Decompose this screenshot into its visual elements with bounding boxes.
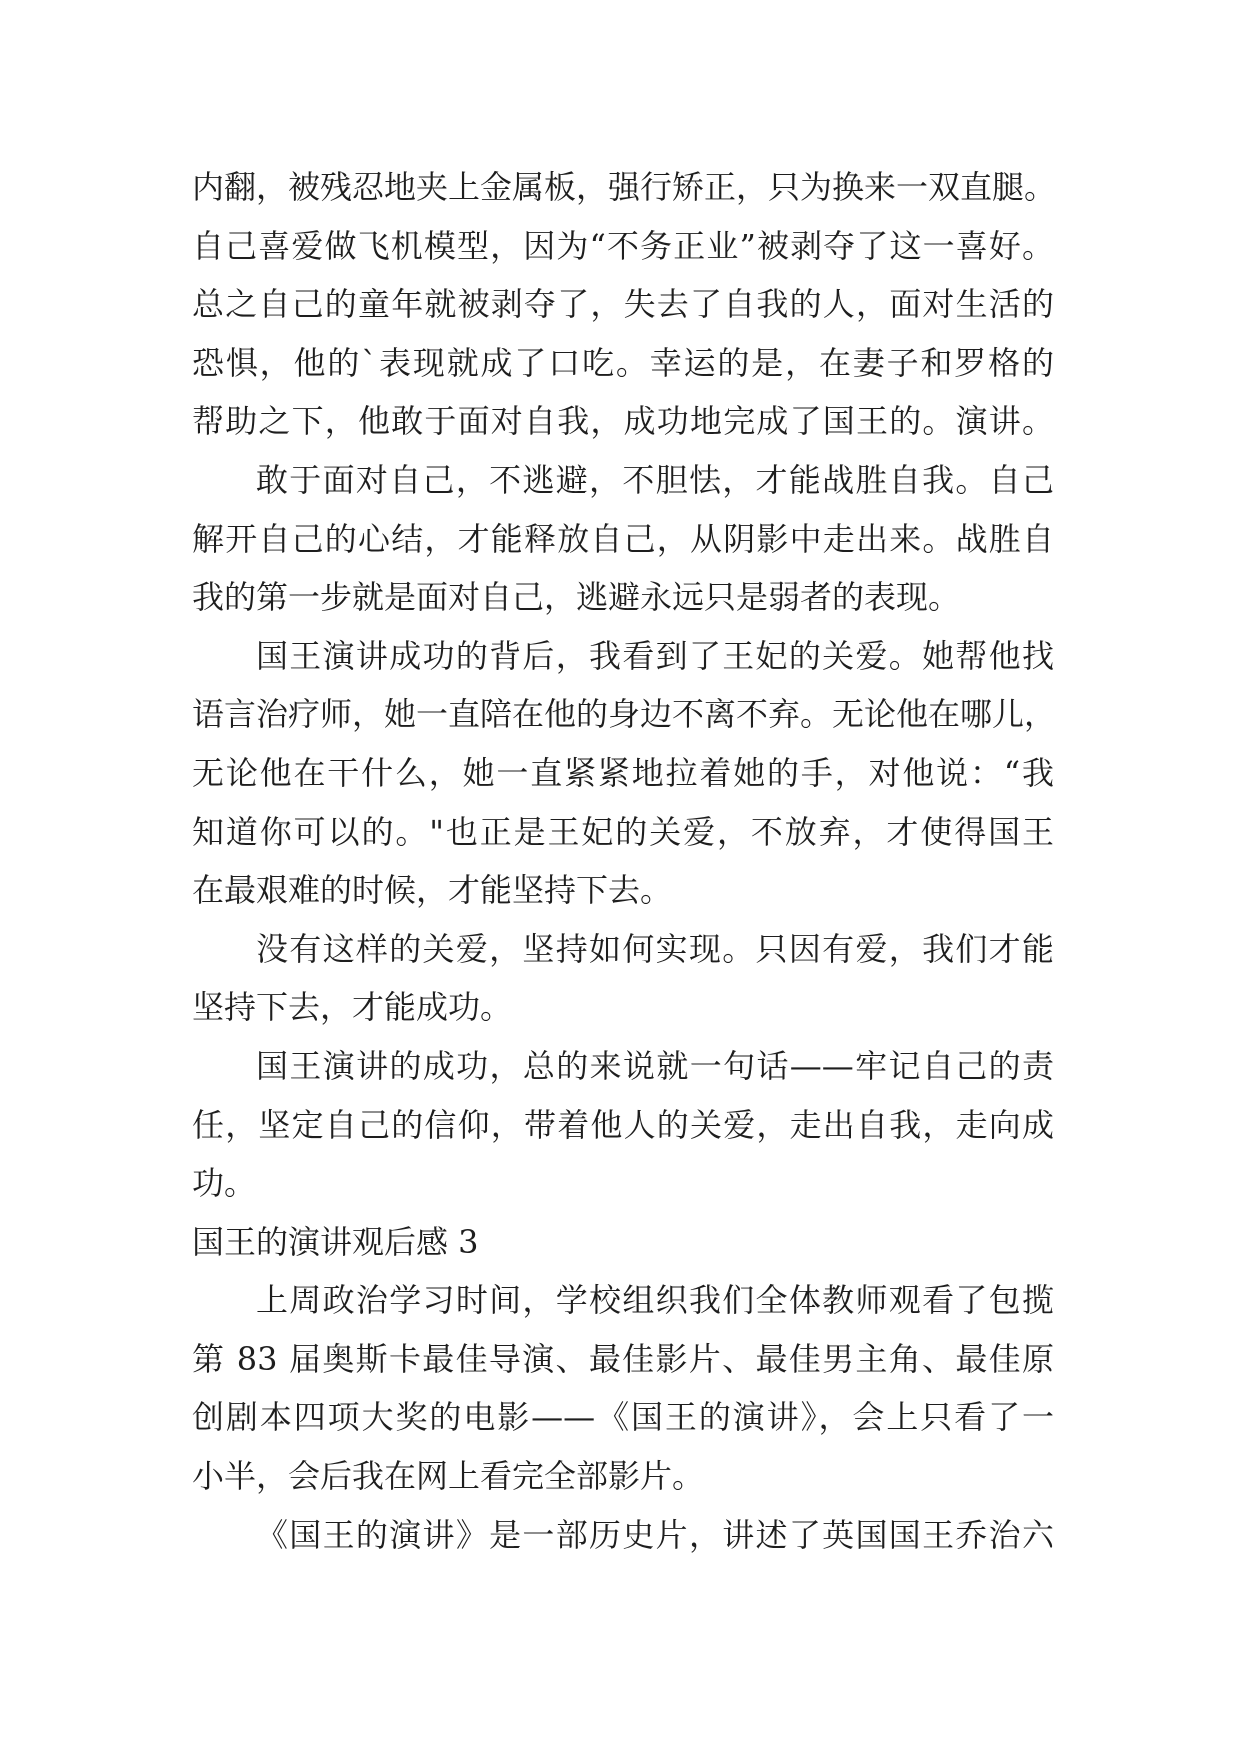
text-line: 总之自己的童年就被剥夺了，失去了自我的人，面对生活的 xyxy=(192,285,1054,324)
text-line: 内翻，被残忍地夹上金属板，强行矫正，只为换来一双直腿。 xyxy=(192,168,1057,206)
text-line: 第 83 届奥斯卡最佳导演、最佳影片、最佳男主角、最佳原 xyxy=(192,1339,1054,1378)
text-line: 恐惧，他的`表现就成了口吃。幸运的是，在妻子和罗格的 xyxy=(192,343,1054,382)
text-line: 上周政治学习时间，学校组织我们全体教师观看了包揽 xyxy=(256,1281,1054,1320)
text-line: 帮助之下，他敢于面对自我，成功地完成了国王的。演讲。 xyxy=(192,402,1054,441)
text-line: 没有这样的关爱，坚持如何实现。只因有爱，我们才能 xyxy=(256,929,1054,968)
text-line: 坚持下去，才能成功。 xyxy=(192,988,513,1027)
text-line: 功。 xyxy=(192,1164,257,1203)
text-line: 国王演讲成功的背后，我看到了王妃的关爱。她帮他找 xyxy=(256,636,1054,675)
text-line: 我的第一步就是面对自己，逃避永远只是弱者的表现。 xyxy=(192,578,961,617)
text-line: 《国王的演讲》是一部历史片，讲述了英国国王乔治六 xyxy=(256,1515,1054,1554)
text-line: 敢于面对自己，不逃避，不胆怯，才能战胜自我。自己 xyxy=(256,460,1054,499)
text-line: 在最艰难的时候，才能坚持下去。 xyxy=(192,871,673,910)
text-line: 自己喜爱做飞机模型，因为“不务正业”被剥夺了这一喜好。 xyxy=(192,226,1054,265)
text-line: 语言治疗师，她一直陪在他的身边不离不弃。无论他在哪儿， xyxy=(192,695,1057,734)
text-line: 国王演讲的成功，总的来说就一句话——牢记自己的责 xyxy=(256,1046,1054,1085)
text-line: 知道你可以的。"也正是王妃的关爱，不放弃，才使得国王 xyxy=(192,812,1054,851)
text-line: 任，坚定自己的信仰，带着他人的关爱，走出自我，走向成 xyxy=(192,1105,1054,1144)
document-body xyxy=(192,158,1057,1564)
section-heading: 国王的演讲观后感 3 xyxy=(192,1222,479,1261)
text-line: 小半，会后我在网上看完全部影片。 xyxy=(192,1457,705,1496)
text-line: 解开自己的心结，才能释放自己，从阴影中走出来。战胜自 xyxy=(192,519,1054,558)
text-line: 创剧本四项大奖的电影——《国王的演讲》，会上只看了一 xyxy=(192,1398,1054,1437)
text-line: 无论他在干什么，她一直紧紧地拉着她的手，对他说：“我 xyxy=(192,753,1054,792)
